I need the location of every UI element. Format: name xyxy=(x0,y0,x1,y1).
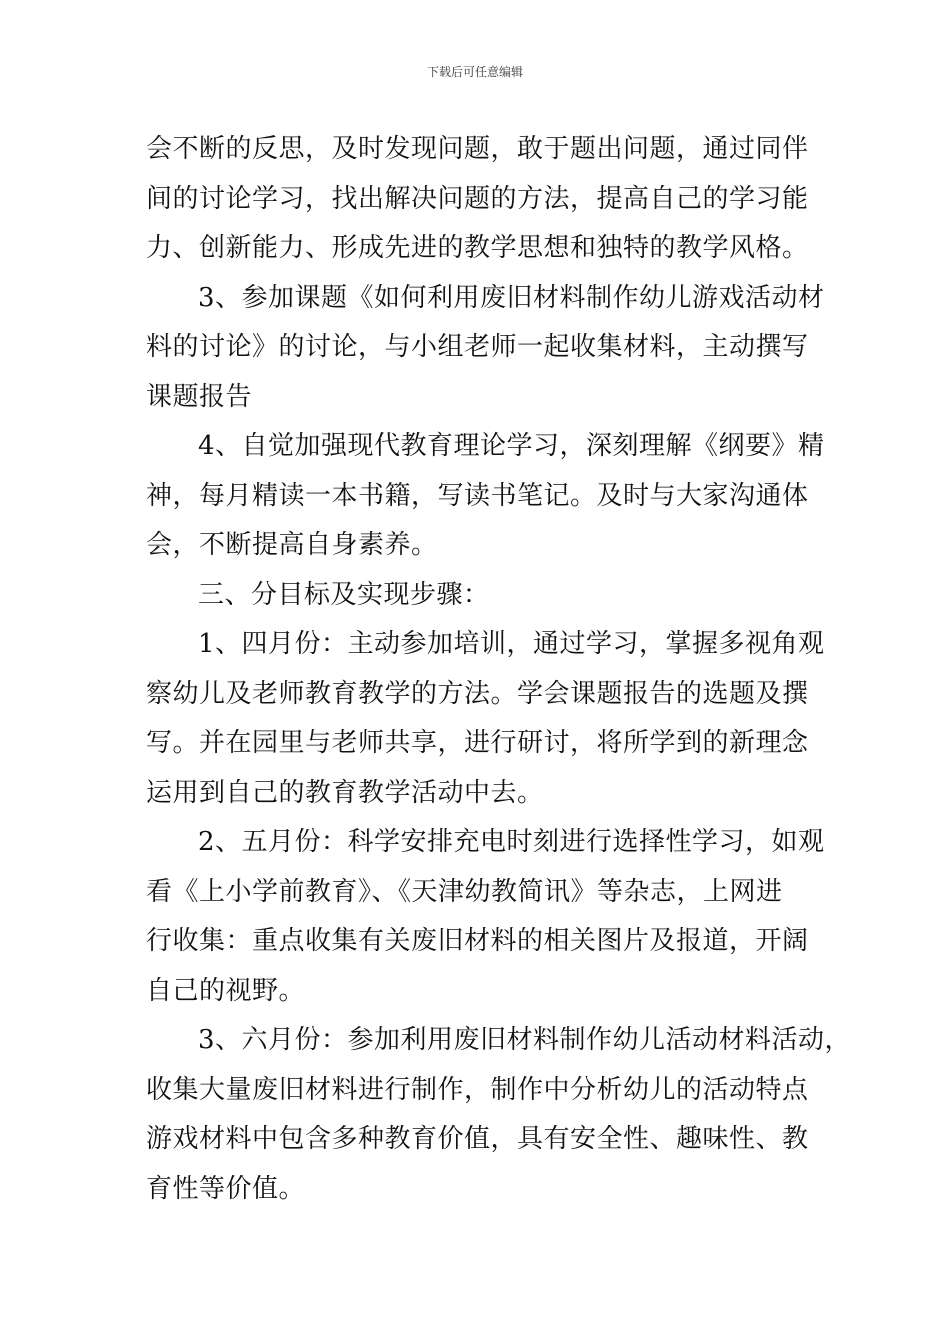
text-line: 行收集：重点收集有关废旧材料的相关图片及报道，开阔 xyxy=(146,926,809,956)
text-line: 育性等价值。 xyxy=(146,1173,306,1204)
text-line: 运用到自己的教育教学活动中去。 xyxy=(146,777,544,808)
paragraph-first-line: 3、参加课题《如何利用废旧材料制作幼儿游戏活动材 xyxy=(198,282,825,313)
paragraph-first-line: 2、五月份：科学安排充电时刻进行选择性学习，如观 xyxy=(198,827,825,857)
text-line: 看《上小学前教育》、《天津幼教简讯》等杂志，上网进 xyxy=(146,876,783,907)
text-line: 察幼儿及老师教育教学的方法。学会课题报告的选题及撰 xyxy=(146,678,809,709)
text-line: 课题报告 xyxy=(146,381,253,412)
paragraph-first-line: 1、四月份：主动参加培训，通过学习，掌握多视角观 xyxy=(198,629,825,659)
page-header-note: 下载后可任意编辑 xyxy=(426,65,523,79)
paragraph-first-line: 4、自觉加强现代教育理论学习，深刻理解《纲要》精 xyxy=(198,431,825,461)
text-line: 收集大量废旧材料进行制作，制作中分析幼儿的活动特点 xyxy=(146,1074,809,1105)
section-heading: 三、分目标及实现步骤： xyxy=(198,579,490,610)
text-line: 写。并在园里与老师共享，进行研讨，将所学到的新理念 xyxy=(146,728,809,758)
text-line: 料的讨论》的讨论，与小组老师一起收集材料，主动撰写 xyxy=(146,332,809,362)
text-line: 力、创新能力、形成先进的教学思想和独特的教学风格。 xyxy=(146,233,809,263)
text-line: 间的讨论学习，找出解决问题的方法，提高自己的学习能 xyxy=(146,183,809,214)
text-line: 自己的视野。 xyxy=(146,975,306,1006)
text-line: 游戏材料中包含多种教育价值，具有安全性、趣味性、教 xyxy=(146,1124,809,1154)
text-line: 会，不断提高自身素养。 xyxy=(146,530,438,560)
text-line: 神，每月精读一本书籍，写读书笔记。及时与大家沟通体 xyxy=(146,480,809,511)
paragraph-first-line: 3、六月份：参加利用废旧材料制作幼儿活动材料活动， xyxy=(198,1025,852,1055)
text-line: 会不断的反思，及时发现问题，敢于题出问题，通过同伴 xyxy=(146,134,809,164)
document-body xyxy=(146,125,852,1214)
